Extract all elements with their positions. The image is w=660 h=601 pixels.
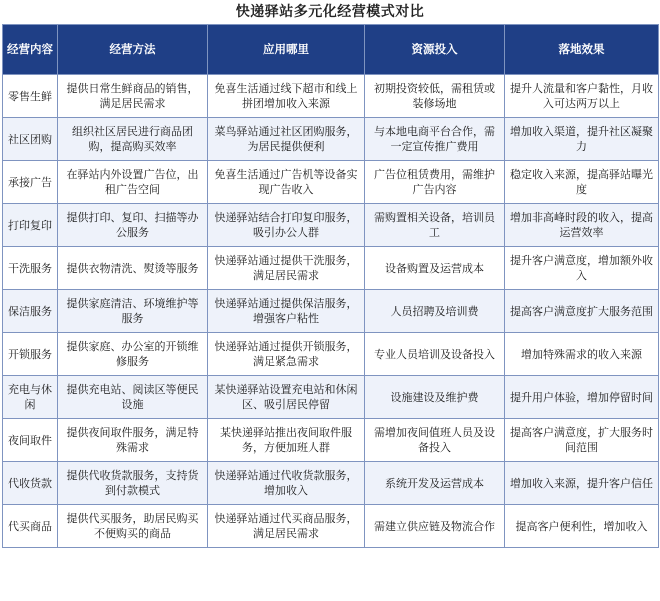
table-row bbox=[3, 161, 659, 204]
cell-resource-input: 设备购置及运营成本 bbox=[365, 247, 505, 290]
cell-outcome: 提升客户满意度，增加额外收入 bbox=[505, 247, 659, 290]
cell-resource-input: 人员招聘及培训费 bbox=[365, 290, 505, 333]
table-row bbox=[3, 75, 659, 118]
table-header-row bbox=[3, 25, 659, 75]
cell-outcome: 提高客户满意度，扩大服务时间范围 bbox=[505, 419, 659, 462]
cell-resource-input: 需增加夜间值班人员及设备投入 bbox=[365, 419, 505, 462]
cell-method: 提供代收货款服务，支持货到付款模式 bbox=[58, 462, 208, 505]
comparison-table bbox=[2, 24, 659, 548]
cell-business-type: 代收货款 bbox=[3, 462, 58, 505]
cell-business-type: 充电与休闲 bbox=[3, 376, 58, 419]
cell-method: 组织社区居民进行商品团购，提高购买效率 bbox=[58, 118, 208, 161]
cell-application: 快递驿站通过提供干洗服务，满足居民需求 bbox=[208, 247, 365, 290]
cell-outcome: 稳定收入来源，提高驿站曝光度 bbox=[505, 161, 659, 204]
cell-application: 快递驿站通过代收货款服务，增加收入 bbox=[208, 462, 365, 505]
page-title: 快递驿站多元化经营模式对比 bbox=[235, 4, 425, 20]
cell-resource-input: 设施建设及维护费 bbox=[365, 376, 505, 419]
cell-resource-input: 专业人员培训及设备投入 bbox=[365, 333, 505, 376]
cell-method: 提供日常生鲜商品的销售，满足居民需求 bbox=[58, 75, 208, 118]
table-row bbox=[3, 462, 659, 505]
cell-business-type: 社区团购 bbox=[3, 118, 58, 161]
cell-application: 快递驿站通过提供保洁服务，增强客户粘性 bbox=[208, 290, 365, 333]
header-resource-input: 资源投入 bbox=[365, 25, 505, 75]
cell-application: 免喜生活通过线下超市和线上拼团增加收入来源 bbox=[208, 75, 365, 118]
header-business-type: 经营内容 bbox=[3, 25, 58, 75]
cell-business-type: 保洁服务 bbox=[3, 290, 58, 333]
cell-method: 在驿站内外设置广告位，出租广告空间 bbox=[58, 161, 208, 204]
cell-resource-input: 系统开发及运营成本 bbox=[365, 462, 505, 505]
table-row bbox=[3, 333, 659, 376]
cell-method: 提供夜间取件服务，满足特殊需求 bbox=[58, 419, 208, 462]
table-row bbox=[3, 419, 659, 462]
header-method: 经营方法 bbox=[58, 25, 208, 75]
cell-method: 提供充电站、阅读区等便民设施 bbox=[58, 376, 208, 419]
cell-application: 某快递驿站设置充电站和休闲区、吸引居民停留 bbox=[208, 376, 365, 419]
cell-outcome: 增加收入来源，提升客户信任 bbox=[505, 462, 659, 505]
cell-method: 提供代买服务，助居民购买不便购买的商品 bbox=[58, 505, 208, 548]
cell-resource-input: 与本地电商平台合作，需一定宣传推广费用 bbox=[365, 118, 505, 161]
cell-resource-input: 初期投资较低，需租赁或装修场地 bbox=[365, 75, 505, 118]
cell-outcome: 提高客户便利性，增加收入 bbox=[505, 505, 659, 548]
table-row bbox=[3, 247, 659, 290]
cell-application: 快递驿站结合打印复印服务，吸引办公人群 bbox=[208, 204, 365, 247]
cell-resource-input: 需建立供应链及物流合作 bbox=[365, 505, 505, 548]
table-row bbox=[3, 118, 659, 161]
cell-outcome: 增加收入渠道，提升社区凝聚力 bbox=[505, 118, 659, 161]
cell-application: 快递驿站通过代买商品服务，满足居民需求 bbox=[208, 505, 365, 548]
cell-outcome: 增加特殊需求的收入来源 bbox=[505, 333, 659, 376]
table-row bbox=[3, 290, 659, 333]
header-outcome: 落地效果 bbox=[505, 25, 659, 75]
cell-application: 菜鸟驿站通过社区团购服务，为居民提供便利 bbox=[208, 118, 365, 161]
cell-business-type: 开锁服务 bbox=[3, 333, 58, 376]
cell-method: 提供家庭、办公室的开锁维修服务 bbox=[58, 333, 208, 376]
cell-resource-input: 广告位租赁费用，需维护广告内容 bbox=[365, 161, 505, 204]
cell-outcome: 提升用户体验，增加停留时间 bbox=[505, 376, 659, 419]
cell-business-type: 夜间取件 bbox=[3, 419, 58, 462]
cell-outcome: 提高客户满意度扩大服务范围 bbox=[505, 290, 659, 333]
cell-application: 某快递驿站推出夜间取件服务，方便加班人群 bbox=[208, 419, 365, 462]
cell-resource-input: 需购置相关设备，培训员工 bbox=[365, 204, 505, 247]
cell-outcome: 提升人流量和客户黏性，月收入可达两万以上 bbox=[505, 75, 659, 118]
header-application: 应用哪里 bbox=[208, 25, 365, 75]
cell-application: 免喜生活通过广告机等设备实现广告收入 bbox=[208, 161, 365, 204]
cell-method: 提供家庭清洁、环境维护等服务 bbox=[58, 290, 208, 333]
cell-application: 快递驿站通过提供开锁服务，满足紧急需求 bbox=[208, 333, 365, 376]
cell-business-type: 代买商品 bbox=[3, 505, 58, 548]
table-row bbox=[3, 204, 659, 247]
cell-business-type: 打印复印 bbox=[3, 204, 58, 247]
cell-business-type: 零售生鲜 bbox=[3, 75, 58, 118]
cell-business-type: 承接广告 bbox=[3, 161, 58, 204]
table-row bbox=[3, 376, 659, 419]
cell-method: 提供衣物清洗、熨烫等服务 bbox=[58, 247, 208, 290]
cell-outcome: 增加非高峰时段的收入，提高运营效率 bbox=[505, 204, 659, 247]
cell-business-type: 干洗服务 bbox=[3, 247, 58, 290]
cell-method: 提供打印、复印、扫描等办公服务 bbox=[58, 204, 208, 247]
table-row bbox=[3, 505, 659, 548]
